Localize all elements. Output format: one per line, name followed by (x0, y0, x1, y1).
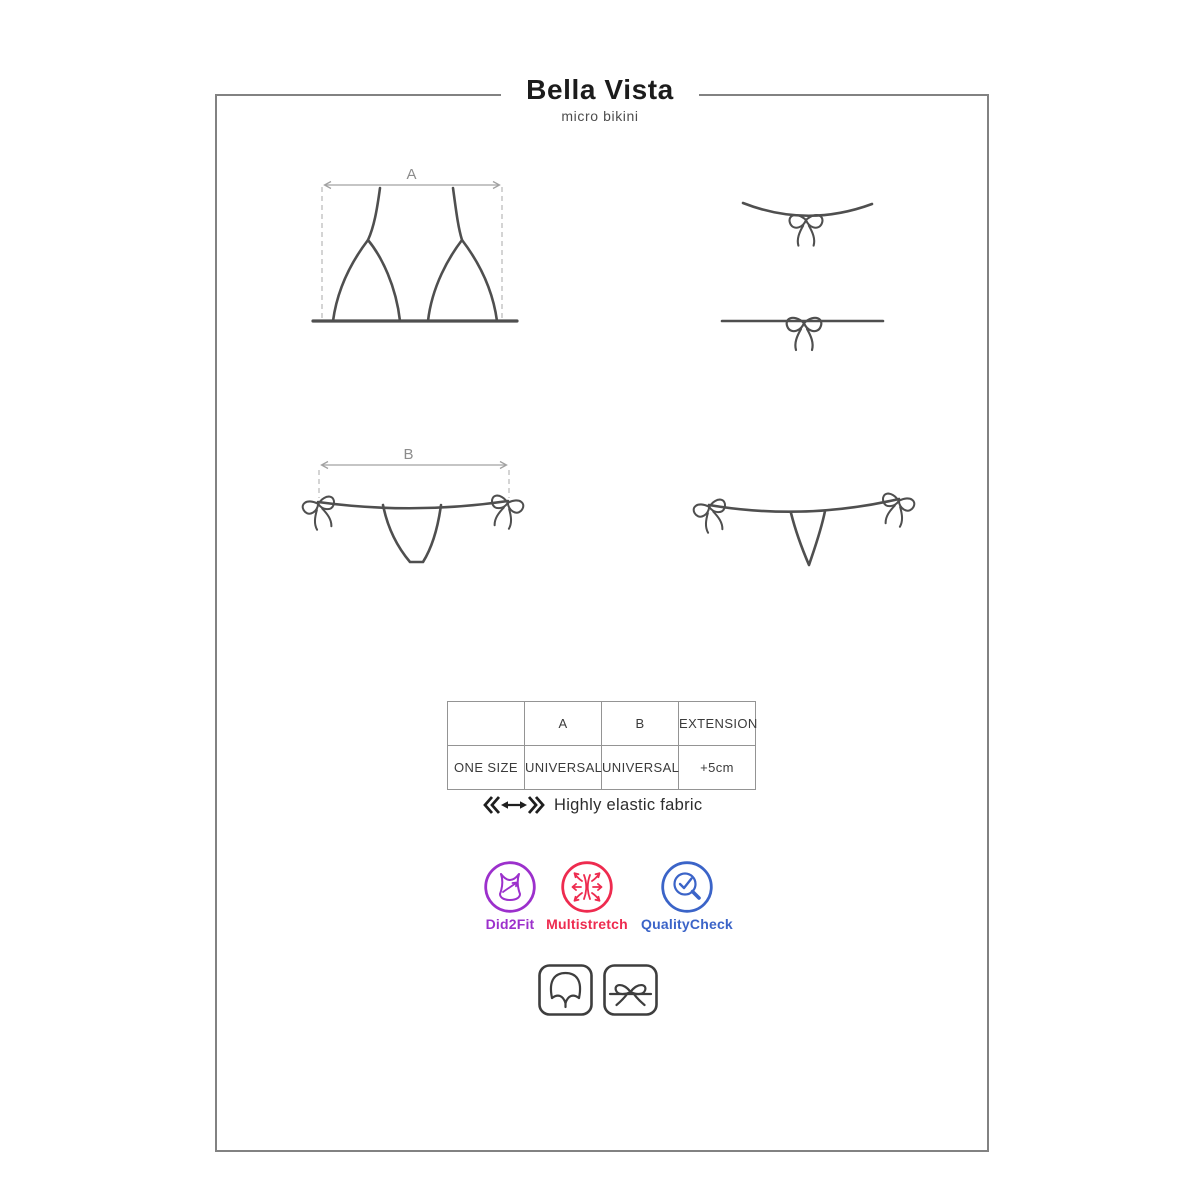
bow-knot-icon (693, 498, 731, 534)
thong-back-outline (791, 511, 825, 565)
bow-knot-icon (877, 492, 915, 528)
product-subtitle: micro bikini (561, 107, 639, 124)
value-a-cell: UNIVERSAL (525, 746, 602, 790)
badge-did2fit-label: Did2Fit (485, 916, 535, 932)
size-table-header-row (448, 702, 756, 746)
bikini-top-neck-tie-diagram (735, 192, 880, 262)
size-table-data-row (448, 746, 756, 790)
size-table-header-a: A (525, 702, 602, 746)
bow-knot-icon (790, 215, 823, 246)
bikini-top-front-diagram (303, 163, 527, 327)
measurement-b-label: B (403, 446, 415, 463)
left-cup-outline (333, 188, 400, 321)
front-panel-outline (383, 505, 441, 562)
size-table-header-extension: EXTENSION (679, 702, 756, 746)
right-cup-outline (428, 188, 497, 321)
value-b-cell: UNIVERSAL (602, 746, 679, 790)
fabric-note-text: Highly elastic fabric (554, 795, 703, 814)
bikini-bottom-front-diagram (302, 442, 520, 572)
waist-string-line (709, 499, 899, 512)
fabric-note (483, 793, 702, 817)
badge-qualitycheck-label: QualityCheck (641, 916, 733, 932)
bikini-top-back-strap-diagram (715, 308, 890, 366)
waist-string-line (318, 501, 508, 508)
stretch-arrows-icon (560, 860, 614, 914)
size-cell: ONE SIZE (448, 746, 525, 790)
size-table-header-b: B (602, 702, 679, 746)
product-title: Bella Vista (526, 74, 674, 105)
bow-knot-icon (486, 494, 524, 530)
bow-knot-icon (787, 318, 822, 350)
badge-qualitycheck (627, 860, 747, 932)
size-table (447, 701, 756, 790)
product-icons (538, 964, 658, 1016)
magnifier-check-icon (660, 860, 714, 914)
neck-strap-line (743, 203, 872, 216)
bikini-bottom-icon (538, 964, 593, 1016)
badge-multistretch-label: Multistretch (546, 916, 628, 932)
extension-cell: +5cm (679, 746, 756, 790)
extent-dashed-lines (322, 187, 502, 321)
header (501, 50, 699, 136)
measurement-a-label: A (406, 166, 418, 183)
gift-ribbon-icon (603, 964, 658, 1016)
elastic-stretch-arrows-icon (483, 793, 545, 817)
bikini-bottom-back-diagram (692, 465, 917, 573)
size-table-header-blank (448, 702, 525, 746)
extent-dashed-lines (319, 470, 509, 498)
bow-knot-icon (302, 495, 340, 531)
